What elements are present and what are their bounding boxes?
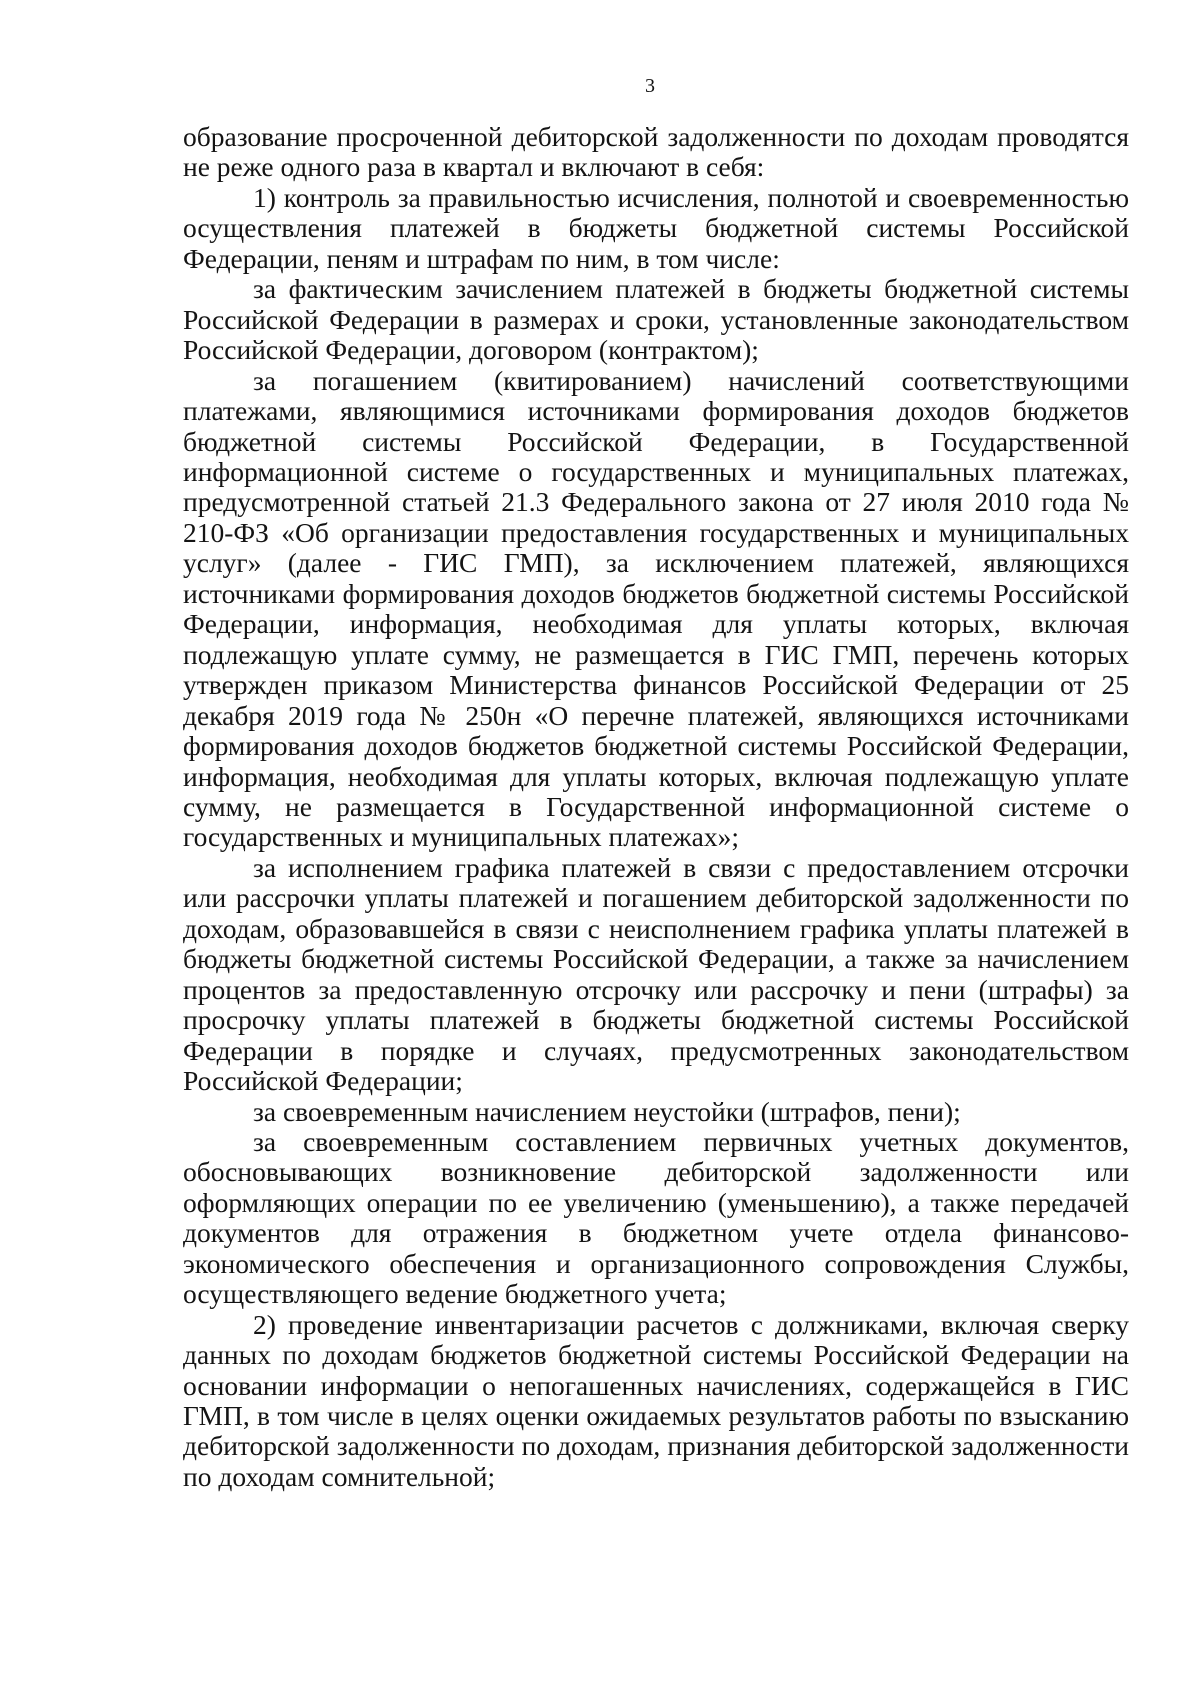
- page-number: 3: [645, 75, 655, 97]
- paragraph-quittance: за погашением (квитированием) начислений соответствующими платежами, являющимися источниками формирования доходов бюджетов бюджетной системы Российской Федерации, в Государственной информационной системе о государственных и муниципальных платежах, предусмотренной статьей 21.3 Федерального закона от 27 июля 2010 года № 210-ФЗ «Об организации предоставления государственных и муниципальных услуг» (далее - ГИС ГМП), за исключением платежей, являющихся источниками формирования доходов бюджетов бюджетной системы Российской Федерации, информация, необходимая для уплаты которых, включая подлежащую уплате сумму, не размещается в ГИС ГМП, перечень которых утвержден приказом Министерства финансов Российской Федерации от 25 декабря 2019 года № 250н «О перечне платежей, являющихся источниками формирования доходов бюджетов бюджетной системы Российской Федерации, информация, необходимая для уплаты которых, включая подлежащую уплате сумму, не размещается в Государственной информационной системе о государственных и муниципальных платежах»;: [183, 364, 1129, 853]
- document-body: [183, 122, 1129, 1492]
- paragraph-actual-crediting: за фактическим зачислением платежей в бюджеты бюджетной системы Российской Федерации в размерах и сроки, установленные законодательством Российской Федерации, договором (контрактом);: [183, 273, 1129, 366]
- paragraph-continuation: образование просроченной дебиторской задолженности по доходам проводятся не реже одного раза в квартал и включают в себя:: [183, 121, 1129, 183]
- paragraph-penalty-accrual: за своевременным начислением неустойки (штрафов, пени);: [253, 1095, 961, 1127]
- paragraph-primary-documents: за своевременным составлением первичных учетных документов, обосновывающих возникновение дебиторской задолженности или оформляющих операции по ее увеличению (уменьшению), а также передачей документов для отражения в бюджетном учете отдела финансово-экономического обеспечения и организационного сопровождения Службы, осуществляющего ведение бюджетного учета;: [183, 1125, 1129, 1310]
- paragraph-item-1: 1) контроль за правильностью исчисления, полнотой и своевременностью осуществления платежей в бюджеты бюджетной системы Российской Федерации, пеням и штрафам по ним, в том числе:: [183, 181, 1129, 274]
- paragraph-item-2: 2) проведение инвентаризации расчетов с должниками, включая сверку данных по доходам бюджетов бюджетной системы Российской Федерации на основании информации о непогашенных начислениях, содержащейся в ГИС ГМП, в том числе в целях оценки ожидаемых результатов работы по взысканию дебиторской задолженности по доходам, признания дебиторской задолженности по доходам сомнительной;: [183, 1308, 1129, 1492]
- paragraph-payment-schedule: за исполнением графика платежей в связи с предоставлением отсрочки или рассрочки уплаты платежей и погашением дебиторской задолженности по доходам, образовавшейся в связи с неисполнением графика уплаты платежей в бюджеты бюджетной системы Российской Федерации, а также за начислением процентов за предоставленную отсрочку или рассрочку и пени (штрафы) за просрочку уплаты платежей в бюджеты бюджетной системы Российской Федерации в порядке и случаях, предусмотренных законодательством Российской Федерации;: [183, 851, 1129, 1097]
